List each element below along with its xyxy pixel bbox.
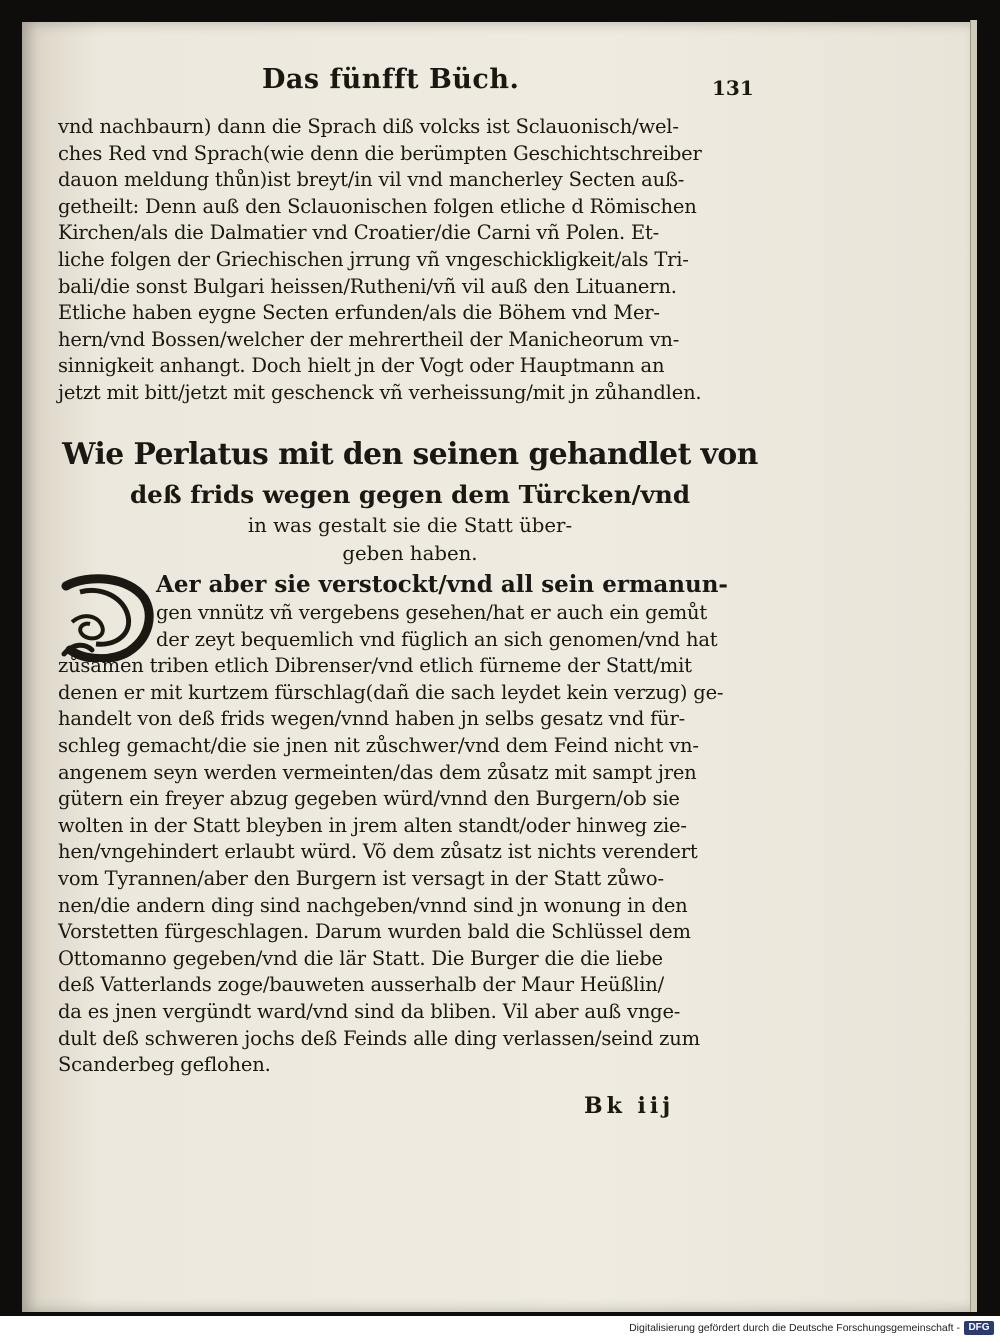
text-line: der zeyt bequemlich vnd füglich an sich genomen/vnd hat: [156, 627, 718, 651]
heading-line-2: deß frids wegen gegen dem Türcken/vnd: [129, 480, 691, 509]
paragraph-2: [58, 570, 758, 1079]
paragraph-2-first-line: Aer aber sie verstockt/vnd all sein ermanun-: [156, 571, 728, 598]
text-line: vom Tyrannen/aber den Burgern ist versagt in der Statt zůwo-: [58, 866, 664, 890]
text-line: hern/vnd Bossen/welcher der mehrertheil der Manicheorum vn-: [58, 327, 680, 351]
dfg-logo: DFG: [964, 1321, 994, 1335]
signature-mark: Bk iij: [584, 1093, 675, 1119]
text-line: Etliche haben eygne Secten erfunden/als die Böhem vnd Mer-: [58, 301, 660, 325]
text-line: nen/die andern ding sind nachgeben/vnnd sind jn wonung in den: [58, 893, 688, 917]
page-edge: [970, 20, 977, 1312]
text-line: jetzt mit bitt/jetzt mit geschenck vñ verheissung/mit jn zůhandlen.: [58, 380, 702, 404]
paragraph-1: [58, 114, 758, 407]
text-line: deß Vatterlands zoge/bauweten ausserhalb der Maur Heüßlin/: [58, 973, 664, 997]
text-line: vnd nachbaurn) dann die Sprach diß volcks ist Sclauonisch/wel-: [58, 115, 679, 138]
heading-line-3: in was gestalt sie die Statt über-: [247, 514, 573, 537]
text-line: gen vnnütz vñ vergebens gesehen/hat er auch ein gemůt: [156, 601, 708, 624]
text-line: sinnigkeit anhangt. Doch hielt jn der Vogt oder Hauptmann an: [58, 354, 665, 378]
text-line: hen/vngehindert erlaubt würd. Võ dem zůsatz ist nichts verendert: [58, 840, 698, 864]
text-line: da es jnen vergündt ward/vnd sind da bliben. Vil aber auß vnge-: [58, 999, 681, 1023]
chapter-heading: [55, 432, 765, 568]
text-line: Vorstetten fürgeschlagen. Darum wurden bald die Schlüssel dem: [58, 920, 691, 944]
text-line: dult deß schweren jochs deß Feinds alle ding verlassen/seind zum: [58, 1026, 700, 1050]
text-line: getheilt: Denn auß den Sclauonischen folgen etliche d Römischen: [58, 194, 697, 218]
text-line: Ottomanno gegeben/vnd die lär Statt. Die Burger die die liebe: [58, 946, 663, 970]
text-line: denen er mit kurtzem fürschlag(dañ die sach leydet kein verzug) ge-: [58, 680, 724, 704]
text-line: schleg gemacht/die sie jnen nit zůschwer/vnd dem Feind nicht vn-: [58, 733, 699, 757]
page-number: 131: [712, 76, 754, 100]
text-line: ches Red vnd Sprach(wie denn die berümpten Geschichtschreiber: [58, 141, 702, 165]
heading-line-4: geben haben.: [342, 542, 478, 565]
text-line: Scanderbeg geflohen.: [58, 1053, 271, 1077]
text-line: zůsamen triben etlich Dibrenser/vnd etlich fürneme der Statt/mit: [58, 654, 692, 678]
text-line: wolten in der Statt bleyben in jrem alten standt/oder hinweg zie-: [58, 813, 687, 837]
text-line: handelt von deß frids wegen/vnnd haben jn selbs gesatz vnd für-: [58, 707, 686, 731]
text-line: Kirchen/als die Dalmatier vnd Croatier/die Carni vñ Polen. Et-: [58, 221, 660, 245]
text-line: dauon meldung thůn)ist breyt/in vil vnd mancherley Secten auß-: [58, 168, 685, 192]
running-head: Das fünfft Büch.: [262, 64, 520, 95]
text-line: angenem seyn werden vermeinten/das dem zůsatz mit sampt jren: [58, 760, 697, 784]
text-line: gütern ein freyer abzug gegeben würd/vnnd den Burgern/ob sie: [58, 787, 680, 811]
text-line: liche folgen der Griechischen jrrung vñ vngeschickligkeit/als Tri-: [58, 247, 689, 271]
heading-line-1: Wie Perlatus mit den seinen gehandlet von: [62, 437, 758, 472]
text-line: bali/die sonst Bulgari heissen/Rutheni/vñ vil auß den Lituanern.: [58, 274, 677, 298]
digitization-credit: Digitalisierung gefördert durch die Deutsche Forschungsgemeinschaft -: [629, 1322, 960, 1334]
